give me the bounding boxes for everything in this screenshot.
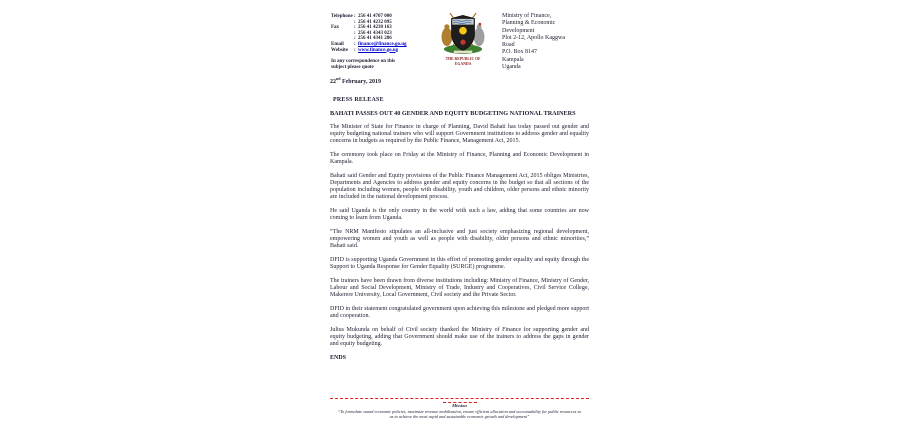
website-link[interactable]: www.finance.go.ug xyxy=(358,47,399,53)
mission-text: “To formulate sound economic policies, maximize revenue mobilization, ensure efficient allocation and accountability for public resources so as to achieve the most rapid and sustainable economic growth and development” xyxy=(337,409,582,419)
separator: : xyxy=(354,41,356,47)
telephone-label: Telephone xyxy=(331,14,353,19)
date-day: 22 xyxy=(330,79,336,85)
uganda-coat-of-arms-icon xyxy=(440,11,486,55)
correspondence-note: In any correspondence on this subject please quote xyxy=(331,59,396,70)
letterhead-contact-block xyxy=(331,14,437,71)
website-label: Website xyxy=(331,47,348,53)
document-footer xyxy=(330,398,589,419)
address-line: Uganda xyxy=(502,64,521,71)
paragraph: Bahati said Gender and Equity provisions of the Public Finance Management Act, 2015 obliges Ministries, Departments and Agencies to address gender and equity concerns in the budget so that all sections of the population including women, people with disability, youth and children, older persons and ethnic minority are included in the national development process. xyxy=(330,173,589,200)
address-line: Road xyxy=(502,42,515,49)
coat-of-arms-block xyxy=(437,11,489,66)
crest-caption xyxy=(437,57,489,66)
address-line: P.O. Box 8147 xyxy=(502,49,538,56)
fax-number-3: 256 41 4341 286 xyxy=(358,36,392,42)
separator: : xyxy=(354,47,356,53)
ministry-address-block xyxy=(502,13,594,71)
separator: : xyxy=(354,36,356,42)
separator: : xyxy=(354,19,356,25)
separator: : xyxy=(354,30,356,36)
address-line: Planning & Economic xyxy=(502,20,556,27)
date-ordinal: nd xyxy=(336,76,341,81)
crest-caption-line1: THE REPUBLIC OF xyxy=(445,57,481,61)
address-line: Kampala xyxy=(502,56,524,63)
paragraph: The trainers have been drawn from diverse institutions including: Ministry of Finance, Ministry of Gender, Labour and Social Development, Ministry of Trade, Industry and Cooperatives, Civil Service College, Makerere University, Local Government, Civil society and the Private Sector. xyxy=(330,278,589,298)
press-release-label: PRESS RELEASE xyxy=(333,97,384,103)
fax-number-2: 256 41 4343 023 xyxy=(358,30,392,36)
paragraph: Julius Mukunda on behalf of Civil society thanked the Ministry of Finance for supporting gender and equity budgeting, adding that Government should make use of the trainers to address the gaps in gender and equity budgeting. xyxy=(330,327,589,347)
headline: BAHATI PASSES OUT 40 GENDER AND EQUITY BUDGETING NATIONAL TRAINERS xyxy=(330,110,576,117)
ends-label: ENDS xyxy=(330,355,347,361)
footer-dashed-rule xyxy=(330,398,589,399)
email-label: Email xyxy=(331,41,344,47)
document-body xyxy=(330,76,589,361)
telephone-number-2: 256 41 4232 095 xyxy=(358,19,392,25)
crest-caption-line2: UGANDA xyxy=(454,61,472,66)
date-rest: February, 2019 xyxy=(340,79,381,85)
address-line: Plot 2-12, Apollo Kaggwa xyxy=(502,34,565,41)
paragraph: He said Uganda is the only country in the world with such a law, adding that some countries are now coming to learn from Uganda. xyxy=(330,208,589,221)
fax-label: Fax xyxy=(331,25,340,31)
date-line xyxy=(330,76,589,85)
email-link[interactable]: finance@finance.go.ug xyxy=(358,41,407,47)
address-line: Development xyxy=(502,27,535,34)
paragraph: The Minister of State for Finance in charge of Planning, David Bahati has today passed out gender and equity budgeting national trainers who will support Government institutions to address gender and equality concerns in budgets as required by the Public Finance, Management Act, 2015. xyxy=(330,124,589,144)
address-line: Ministry of Finance, xyxy=(502,13,552,19)
paragraph: DFID is supporting Uganda Government in this effort of promoting gender equality and equity through the Support to Uganda Response for Gender Equality (SURGE) programme. xyxy=(330,257,589,270)
mission-label: Mission xyxy=(452,403,467,408)
paragraph: DFID in their statement congratulated government upon achieving this milestone and pledged more support and cooperation. xyxy=(330,306,589,319)
fax-number-1: 256 41 4230 163 xyxy=(358,25,392,31)
paragraph: The ceremony took place on Friday at the Ministry of Finance, Planning and Economic Development in Kampala. xyxy=(330,152,589,165)
paragraph: “The NRM Manifesto stipulates an all-inclusive and just society emphasizing regional development, empowering women and youth as well as people with disability, older persons and ethnic minorities,” Bahati said. xyxy=(330,229,589,249)
separator: : xyxy=(354,14,356,19)
website-row xyxy=(331,48,437,54)
separator: : xyxy=(354,25,356,31)
telephone-number-1: 256 41 4707 000 xyxy=(358,14,392,19)
